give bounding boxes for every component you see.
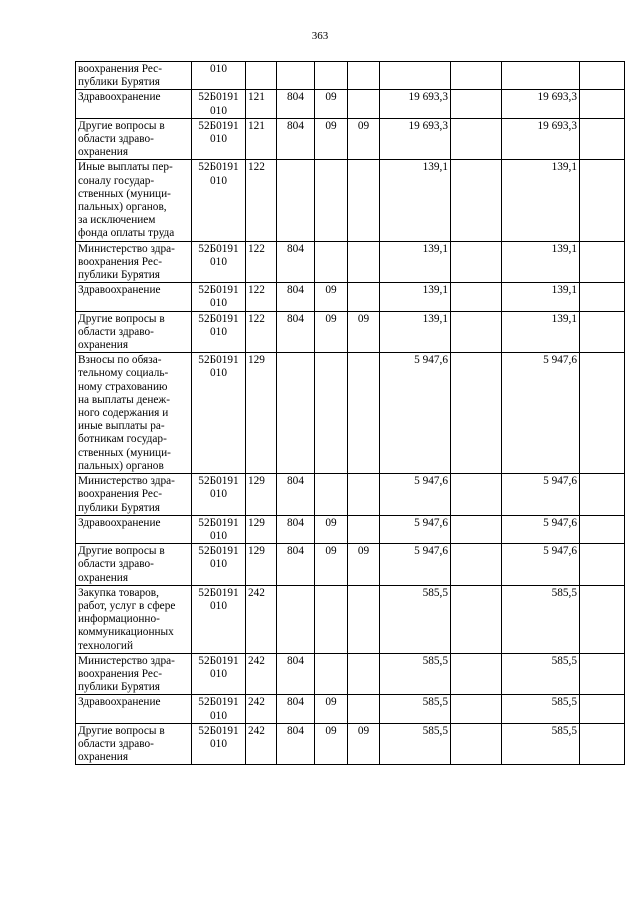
row-name-cell: воохранения Рес- публики Бурятия: [76, 62, 192, 90]
target-article-code-cell: 52Б0191 010: [192, 160, 246, 241]
empty-cell: [451, 474, 502, 516]
empty-cell: [451, 653, 502, 695]
subsection-code-cell: [348, 90, 380, 118]
expense-type-cell: 242: [246, 585, 277, 653]
expense-type-cell: 129: [246, 474, 277, 516]
section-code-cell: 09: [315, 723, 348, 765]
section-code-cell: 09: [315, 544, 348, 586]
empty-cell: [580, 160, 625, 241]
empty-cell: [451, 723, 502, 765]
section-code-cell: [315, 241, 348, 283]
empty-cell: [451, 544, 502, 586]
row-name-cell: Другие вопросы в области здраво- охранения: [76, 311, 192, 353]
administrator-code-cell: 804: [277, 723, 315, 765]
subsection-code-cell: [348, 353, 380, 474]
administrator-code-cell: 804: [277, 653, 315, 695]
page-number: 363: [311, 30, 329, 42]
section-code-cell: 09: [315, 283, 348, 311]
empty-cell: [580, 695, 625, 723]
row-name-cell: Министерство здра- воохранения Рес- публики Бурятия: [76, 474, 192, 516]
expense-type-cell: 121: [246, 118, 277, 160]
expense-type-cell: 242: [246, 723, 277, 765]
row-name-cell: Здравоохранение: [76, 695, 192, 723]
amount-cell: 19 693,3: [380, 90, 451, 118]
subsection-code-cell: [348, 160, 380, 241]
section-code-cell: 09: [315, 311, 348, 353]
amount-total-cell: 585,5: [502, 585, 580, 653]
amount-total-cell: [502, 62, 580, 90]
amount-cell: 139,1: [380, 283, 451, 311]
table-row: [76, 585, 625, 653]
section-code-cell: 09: [315, 118, 348, 160]
target-article-code-cell: 52Б0191 010: [192, 653, 246, 695]
row-name-cell: Здравоохранение: [76, 283, 192, 311]
amount-cell: 5 947,6: [380, 353, 451, 474]
empty-cell: [580, 723, 625, 765]
amount-cell: 5 947,6: [380, 515, 451, 543]
amount-cell: 585,5: [380, 653, 451, 695]
empty-cell: [451, 90, 502, 118]
expense-type-cell: 129: [246, 544, 277, 586]
expense-type-cell: [246, 62, 277, 90]
subsection-code-cell: [348, 653, 380, 695]
amount-cell: 139,1: [380, 241, 451, 283]
section-code-cell: [315, 653, 348, 695]
target-article-code-cell: 52Б0191 010: [192, 118, 246, 160]
subsection-code-cell: [348, 241, 380, 283]
amount-cell: 585,5: [380, 585, 451, 653]
administrator-code-cell: 804: [277, 241, 315, 283]
administrator-code-cell: [277, 62, 315, 90]
amount-cell: 5 947,6: [380, 474, 451, 516]
subsection-code-cell: 09: [348, 118, 380, 160]
empty-cell: [580, 90, 625, 118]
section-code-cell: [315, 353, 348, 474]
table-row: [76, 62, 625, 90]
empty-cell: [580, 474, 625, 516]
subsection-code-cell: 09: [348, 544, 380, 586]
table-row: [76, 160, 625, 241]
empty-cell: [451, 160, 502, 241]
empty-cell: [451, 585, 502, 653]
subsection-code-cell: [348, 515, 380, 543]
target-article-code-cell: 52Б0191 010: [192, 723, 246, 765]
table-row: [76, 695, 625, 723]
row-name-cell: Другие вопросы в области здраво- охранения: [76, 723, 192, 765]
expense-type-cell: 121: [246, 90, 277, 118]
empty-cell: [580, 62, 625, 90]
target-article-code-cell: 52Б0191 010: [192, 585, 246, 653]
subsection-code-cell: [348, 283, 380, 311]
table-body: [76, 62, 625, 765]
empty-cell: [580, 283, 625, 311]
administrator-code-cell: 804: [277, 544, 315, 586]
amount-total-cell: 5 947,6: [502, 515, 580, 543]
amount-cell: 585,5: [380, 723, 451, 765]
empty-cell: [451, 353, 502, 474]
empty-cell: [451, 118, 502, 160]
expense-type-cell: 242: [246, 653, 277, 695]
amount-total-cell: 5 947,6: [502, 353, 580, 474]
empty-cell: [580, 311, 625, 353]
row-name-cell: Министерство здра- воохранения Рес- публики Бурятия: [76, 653, 192, 695]
amount-total-cell: 139,1: [502, 160, 580, 241]
empty-cell: [580, 118, 625, 160]
empty-cell: [451, 515, 502, 543]
target-article-code-cell: 52Б0191 010: [192, 241, 246, 283]
empty-cell: [580, 585, 625, 653]
amount-total-cell: 139,1: [502, 311, 580, 353]
section-code-cell: [315, 62, 348, 90]
section-code-cell: [315, 585, 348, 653]
amount-total-cell: 585,5: [502, 653, 580, 695]
row-name-cell: Здравоохранение: [76, 515, 192, 543]
amount-total-cell: 139,1: [502, 241, 580, 283]
expense-type-cell: 122: [246, 241, 277, 283]
administrator-code-cell: [277, 160, 315, 241]
expense-type-cell: 122: [246, 160, 277, 241]
table-row: [76, 283, 625, 311]
expense-type-cell: 242: [246, 695, 277, 723]
empty-cell: [580, 515, 625, 543]
section-code-cell: 09: [315, 515, 348, 543]
target-article-code-cell: 52Б0191 010: [192, 90, 246, 118]
subsection-code-cell: 09: [348, 723, 380, 765]
table-row: [76, 544, 625, 586]
subsection-code-cell: [348, 585, 380, 653]
target-article-code-cell: 010: [192, 62, 246, 90]
row-name-cell: Другие вопросы в области здраво- охранения: [76, 544, 192, 586]
administrator-code-cell: [277, 353, 315, 474]
administrator-code-cell: [277, 585, 315, 653]
row-name-cell: Министерство здра- воохранения Рес- публики Бурятия: [76, 241, 192, 283]
empty-cell: [580, 241, 625, 283]
row-name-cell: Закупка товаров, работ, услуг в сфере информационно- коммуникационных технологий: [76, 585, 192, 653]
amount-total-cell: 5 947,6: [502, 474, 580, 516]
empty-cell: [451, 62, 502, 90]
amount-cell: 139,1: [380, 160, 451, 241]
administrator-code-cell: 804: [277, 695, 315, 723]
amount-total-cell: 19 693,3: [502, 118, 580, 160]
target-article-code-cell: 52Б0191 010: [192, 353, 246, 474]
table-row: [76, 118, 625, 160]
amount-cell: 19 693,3: [380, 118, 451, 160]
target-article-code-cell: 52Б0191 010: [192, 515, 246, 543]
subsection-code-cell: [348, 695, 380, 723]
amount-total-cell: 585,5: [502, 695, 580, 723]
section-code-cell: 09: [315, 90, 348, 118]
empty-cell: [451, 311, 502, 353]
target-article-code-cell: 52Б0191 010: [192, 283, 246, 311]
expense-type-cell: 122: [246, 283, 277, 311]
empty-cell: [451, 695, 502, 723]
target-article-code-cell: 52Б0191 010: [192, 544, 246, 586]
administrator-code-cell: 804: [277, 283, 315, 311]
target-article-code-cell: 52Б0191 010: [192, 474, 246, 516]
section-code-cell: [315, 160, 348, 241]
row-name-cell: Здравоохранение: [76, 90, 192, 118]
amount-cell: [380, 62, 451, 90]
administrator-code-cell: 804: [277, 90, 315, 118]
expense-type-cell: 129: [246, 353, 277, 474]
budget-table: [75, 61, 625, 765]
table-row: [76, 515, 625, 543]
amount-cell: 585,5: [380, 695, 451, 723]
empty-cell: [580, 653, 625, 695]
amount-total-cell: 585,5: [502, 723, 580, 765]
subsection-code-cell: 09: [348, 311, 380, 353]
table-row: [76, 653, 625, 695]
table-row: [76, 353, 625, 474]
empty-cell: [580, 544, 625, 586]
row-name-cell: Иные выплаты пер- соналу государ- ственных (муници- пальных) органов, за исключением фонда оплаты труда: [76, 160, 192, 241]
amount-cell: 139,1: [380, 311, 451, 353]
amount-cell: 5 947,6: [380, 544, 451, 586]
amount-total-cell: 19 693,3: [502, 90, 580, 118]
subsection-code-cell: [348, 62, 380, 90]
expense-type-cell: 122: [246, 311, 277, 353]
administrator-code-cell: 804: [277, 311, 315, 353]
table-row: [76, 90, 625, 118]
amount-total-cell: 139,1: [502, 283, 580, 311]
section-code-cell: 09: [315, 695, 348, 723]
table-row: [76, 474, 625, 516]
empty-cell: [580, 353, 625, 474]
empty-cell: [451, 283, 502, 311]
amount-total-cell: 5 947,6: [502, 544, 580, 586]
table-row: [76, 723, 625, 765]
expense-type-cell: 129: [246, 515, 277, 543]
administrator-code-cell: 804: [277, 474, 315, 516]
row-name-cell: Другие вопросы в области здраво- охранения: [76, 118, 192, 160]
target-article-code-cell: 52Б0191 010: [192, 695, 246, 723]
empty-cell: [451, 241, 502, 283]
table-row: [76, 241, 625, 283]
table-row: [76, 311, 625, 353]
administrator-code-cell: 804: [277, 515, 315, 543]
row-name-cell: Взносы по обяза- тельному социаль- ному страхованию на выплаты денеж- ного содержания и иные выплаты ра- ботникам государ- ственных (муници- пальных) органов: [76, 353, 192, 474]
administrator-code-cell: 804: [277, 118, 315, 160]
target-article-code-cell: 52Б0191 010: [192, 311, 246, 353]
section-code-cell: [315, 474, 348, 516]
subsection-code-cell: [348, 474, 380, 516]
